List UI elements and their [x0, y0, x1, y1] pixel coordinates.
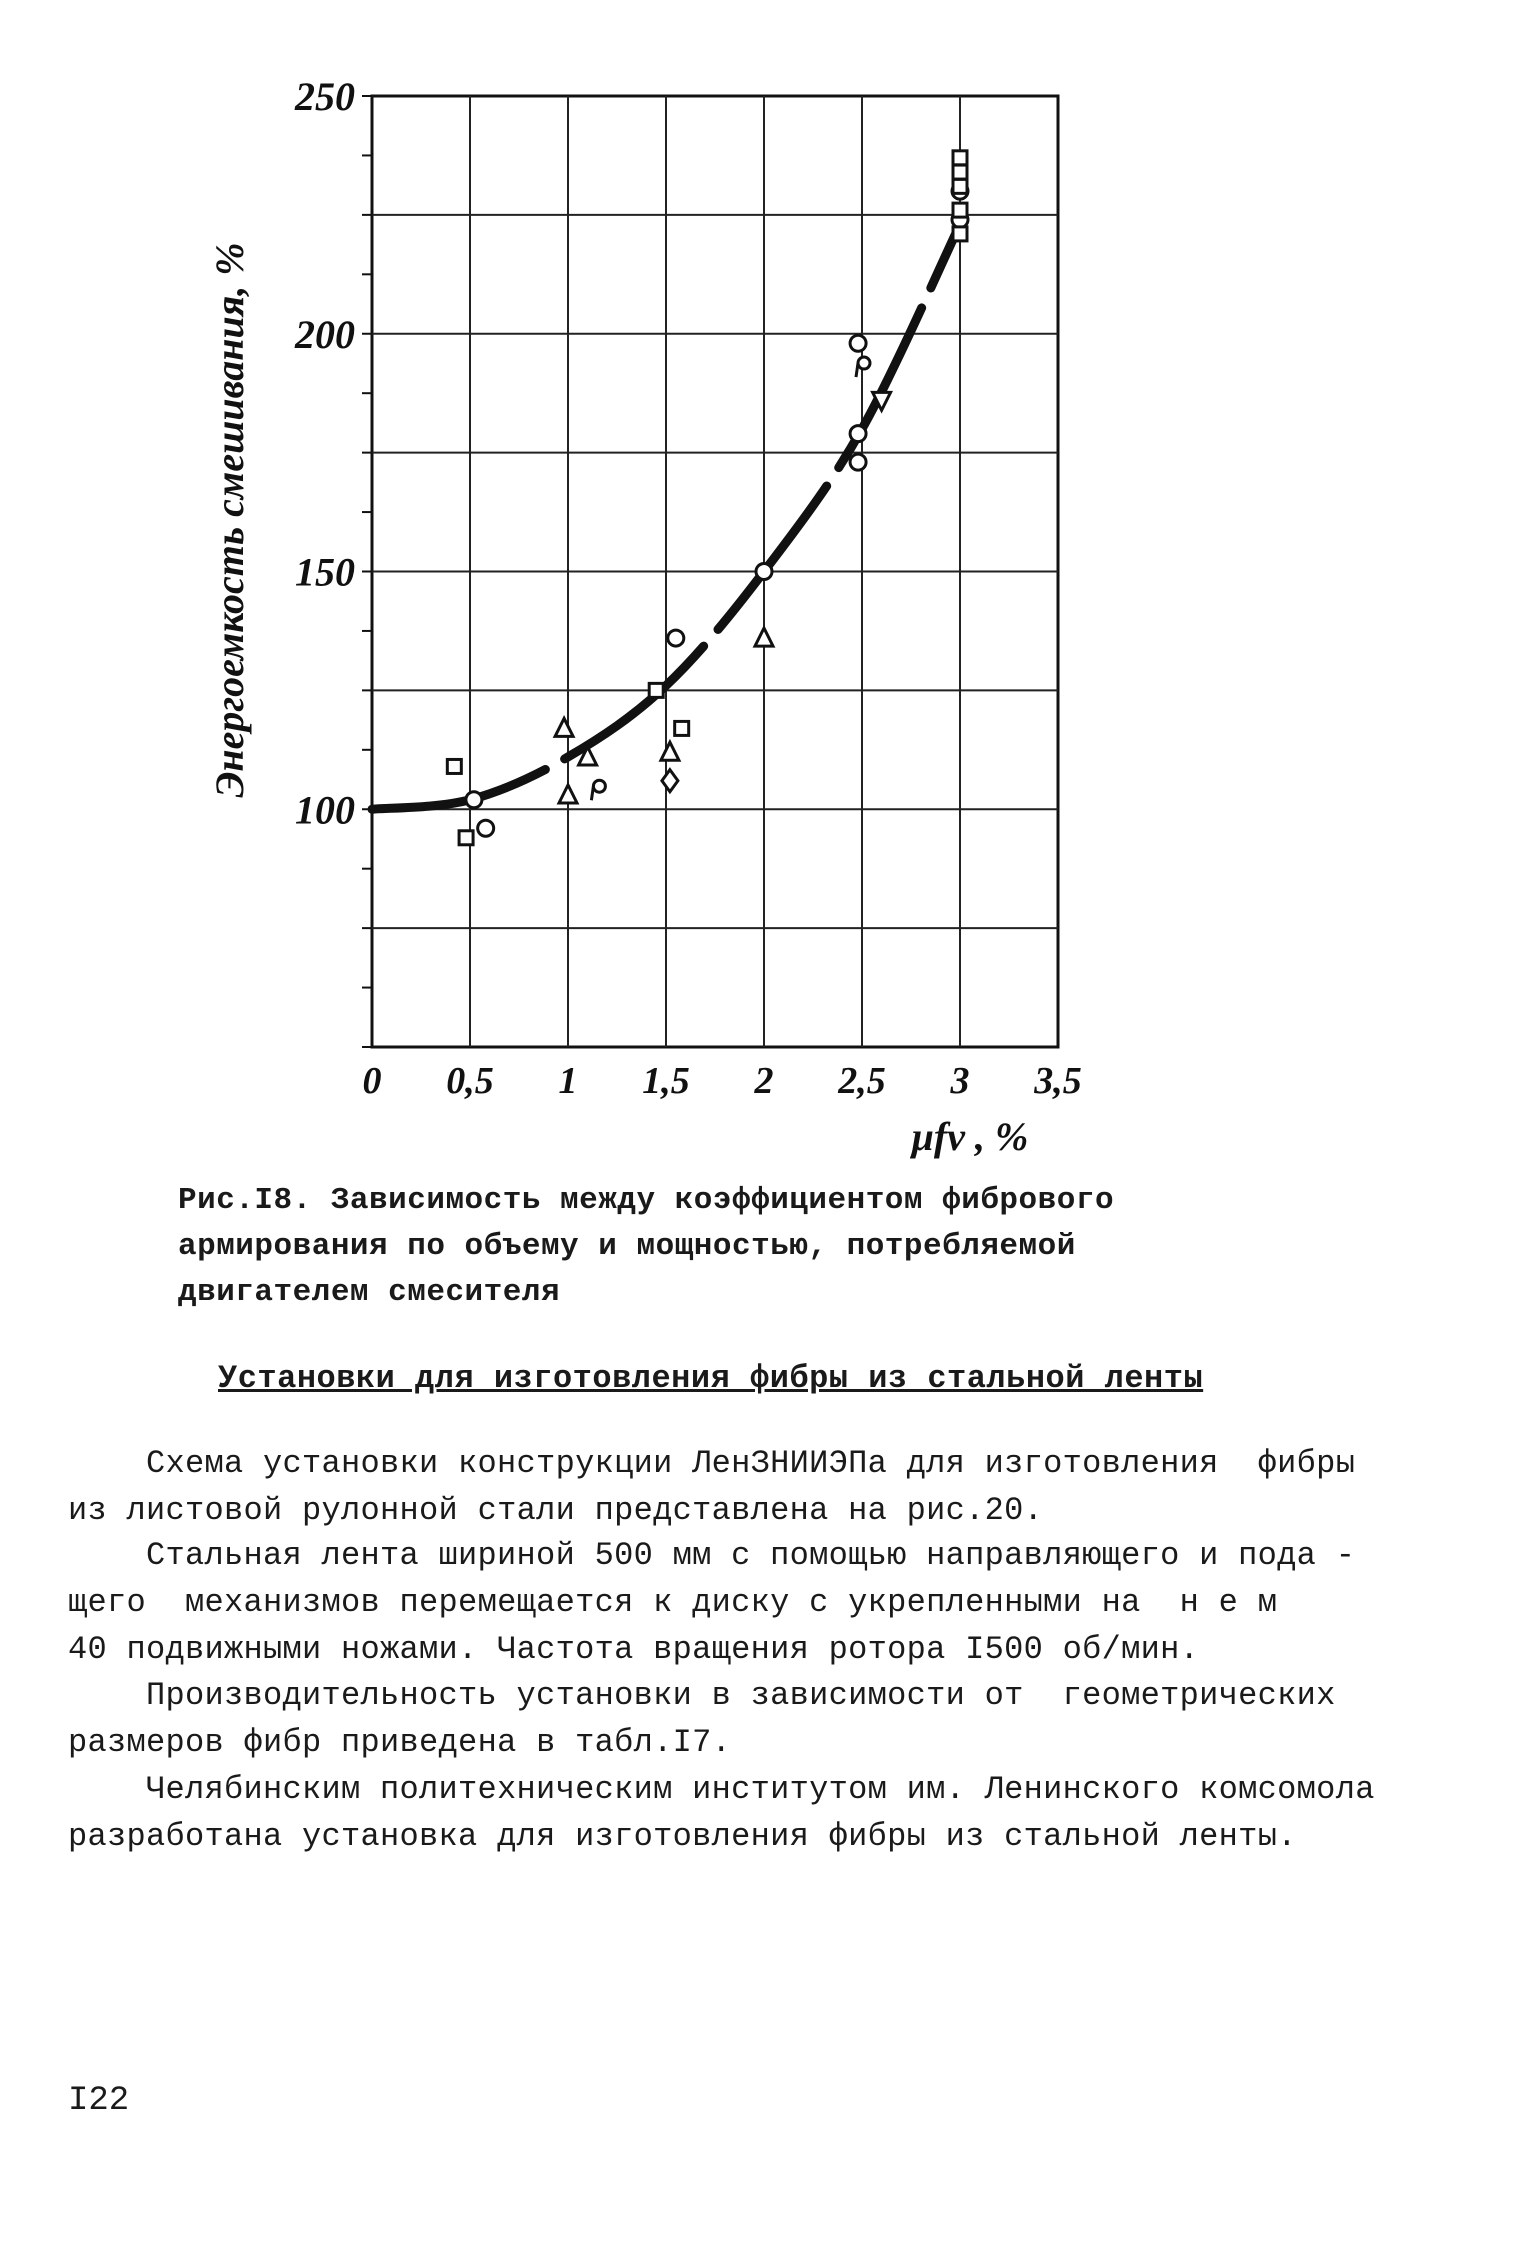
square-marker	[953, 165, 967, 179]
triangle-marker	[661, 742, 679, 760]
p-marker-stem	[591, 786, 593, 800]
caption-line: Рис.I8. Зависимость между коэффициентом фибрового	[178, 1183, 1115, 1218]
paragraph-line: разработана установка для изготовления фибры из стальной ленты.	[68, 1818, 1297, 1855]
square-marker	[649, 683, 663, 697]
square-marker	[953, 179, 967, 193]
paragraph-line: щего механизмов перемещается к диску с укрепленными на н е м	[68, 1584, 1278, 1621]
triangle-marker	[555, 718, 573, 736]
x-tick-label: 1	[558, 1060, 578, 1102]
section-title: Установки для изготовления фибры из стальной ленты	[218, 1360, 1204, 1397]
caption-line: армирования по объему и мощностью, потребляемой	[178, 1229, 1076, 1264]
square-marker	[675, 721, 689, 735]
circle-marker	[850, 426, 866, 442]
diamond-marker	[662, 770, 678, 792]
p-marker-stem	[856, 363, 858, 377]
y-tick-label: 150	[295, 549, 355, 595]
page-number: I22	[68, 2082, 130, 2120]
paragraph	[68, 1672, 1368, 1766]
x-tick-label: 3	[950, 1060, 970, 1102]
paragraph-line: Производительность установки в зависимости от геометрических	[146, 1677, 1336, 1714]
data-markers	[447, 151, 968, 845]
square-marker	[953, 203, 967, 217]
circle-marker	[850, 454, 866, 470]
paragraph	[68, 1766, 1375, 1860]
y-axis-label: Энергоемкость смешивания, %	[207, 242, 252, 798]
x-tick-label: 0	[362, 1060, 382, 1102]
y-tick-label: 250	[295, 74, 355, 119]
paragraph-line: 40 подвижными ножами. Частота вращения ротора I500 об/мин.	[68, 1631, 1200, 1668]
square-marker	[953, 151, 967, 165]
paragraph-line: Схема установки конструкции ЛенЗНИИЭПа для изготовления фибры	[146, 1445, 1356, 1482]
circle-marker	[466, 792, 482, 808]
circle-marker	[478, 820, 494, 836]
paragraph-line: Челябинским политехническим институтом им. Ленинского комсомола	[146, 1771, 1375, 1808]
square-marker	[953, 227, 967, 241]
square-marker	[459, 831, 473, 845]
x-tick-label: 3,5	[1034, 1060, 1082, 1102]
figure-caption	[178, 1178, 1178, 1316]
caption-line: двигателем смесителя	[178, 1275, 561, 1310]
x-tick-label: 1,5	[642, 1060, 690, 1102]
x-tick-label: 0,5	[446, 1060, 494, 1102]
square-marker	[447, 759, 461, 773]
y-tick-label: 100	[295, 787, 355, 833]
p-marker	[593, 780, 605, 792]
x-tick-label: 2,5	[838, 1060, 886, 1102]
p-marker	[858, 357, 870, 369]
paragraph	[68, 1532, 1368, 1673]
circle-marker	[668, 630, 684, 646]
circle-marker	[850, 335, 866, 351]
triangle-marker	[559, 785, 577, 803]
paragraph-line: размеров фибр приведена в табл.I7.	[68, 1724, 732, 1761]
circle-marker	[756, 564, 772, 580]
y-tick-label: 200	[295, 311, 355, 357]
x-tick-label: 2	[754, 1060, 774, 1102]
paragraph-line: Стальная лента шириной 500 мм с помощью направляющего и пода -	[146, 1537, 1356, 1574]
paragraph-line: из листовой рулонной стали представлена на рис.20.	[68, 1492, 1044, 1529]
triangle-marker	[755, 628, 773, 646]
x-axis-label: μfv , %	[911, 1114, 1029, 1159]
paragraph	[68, 1440, 1368, 1534]
